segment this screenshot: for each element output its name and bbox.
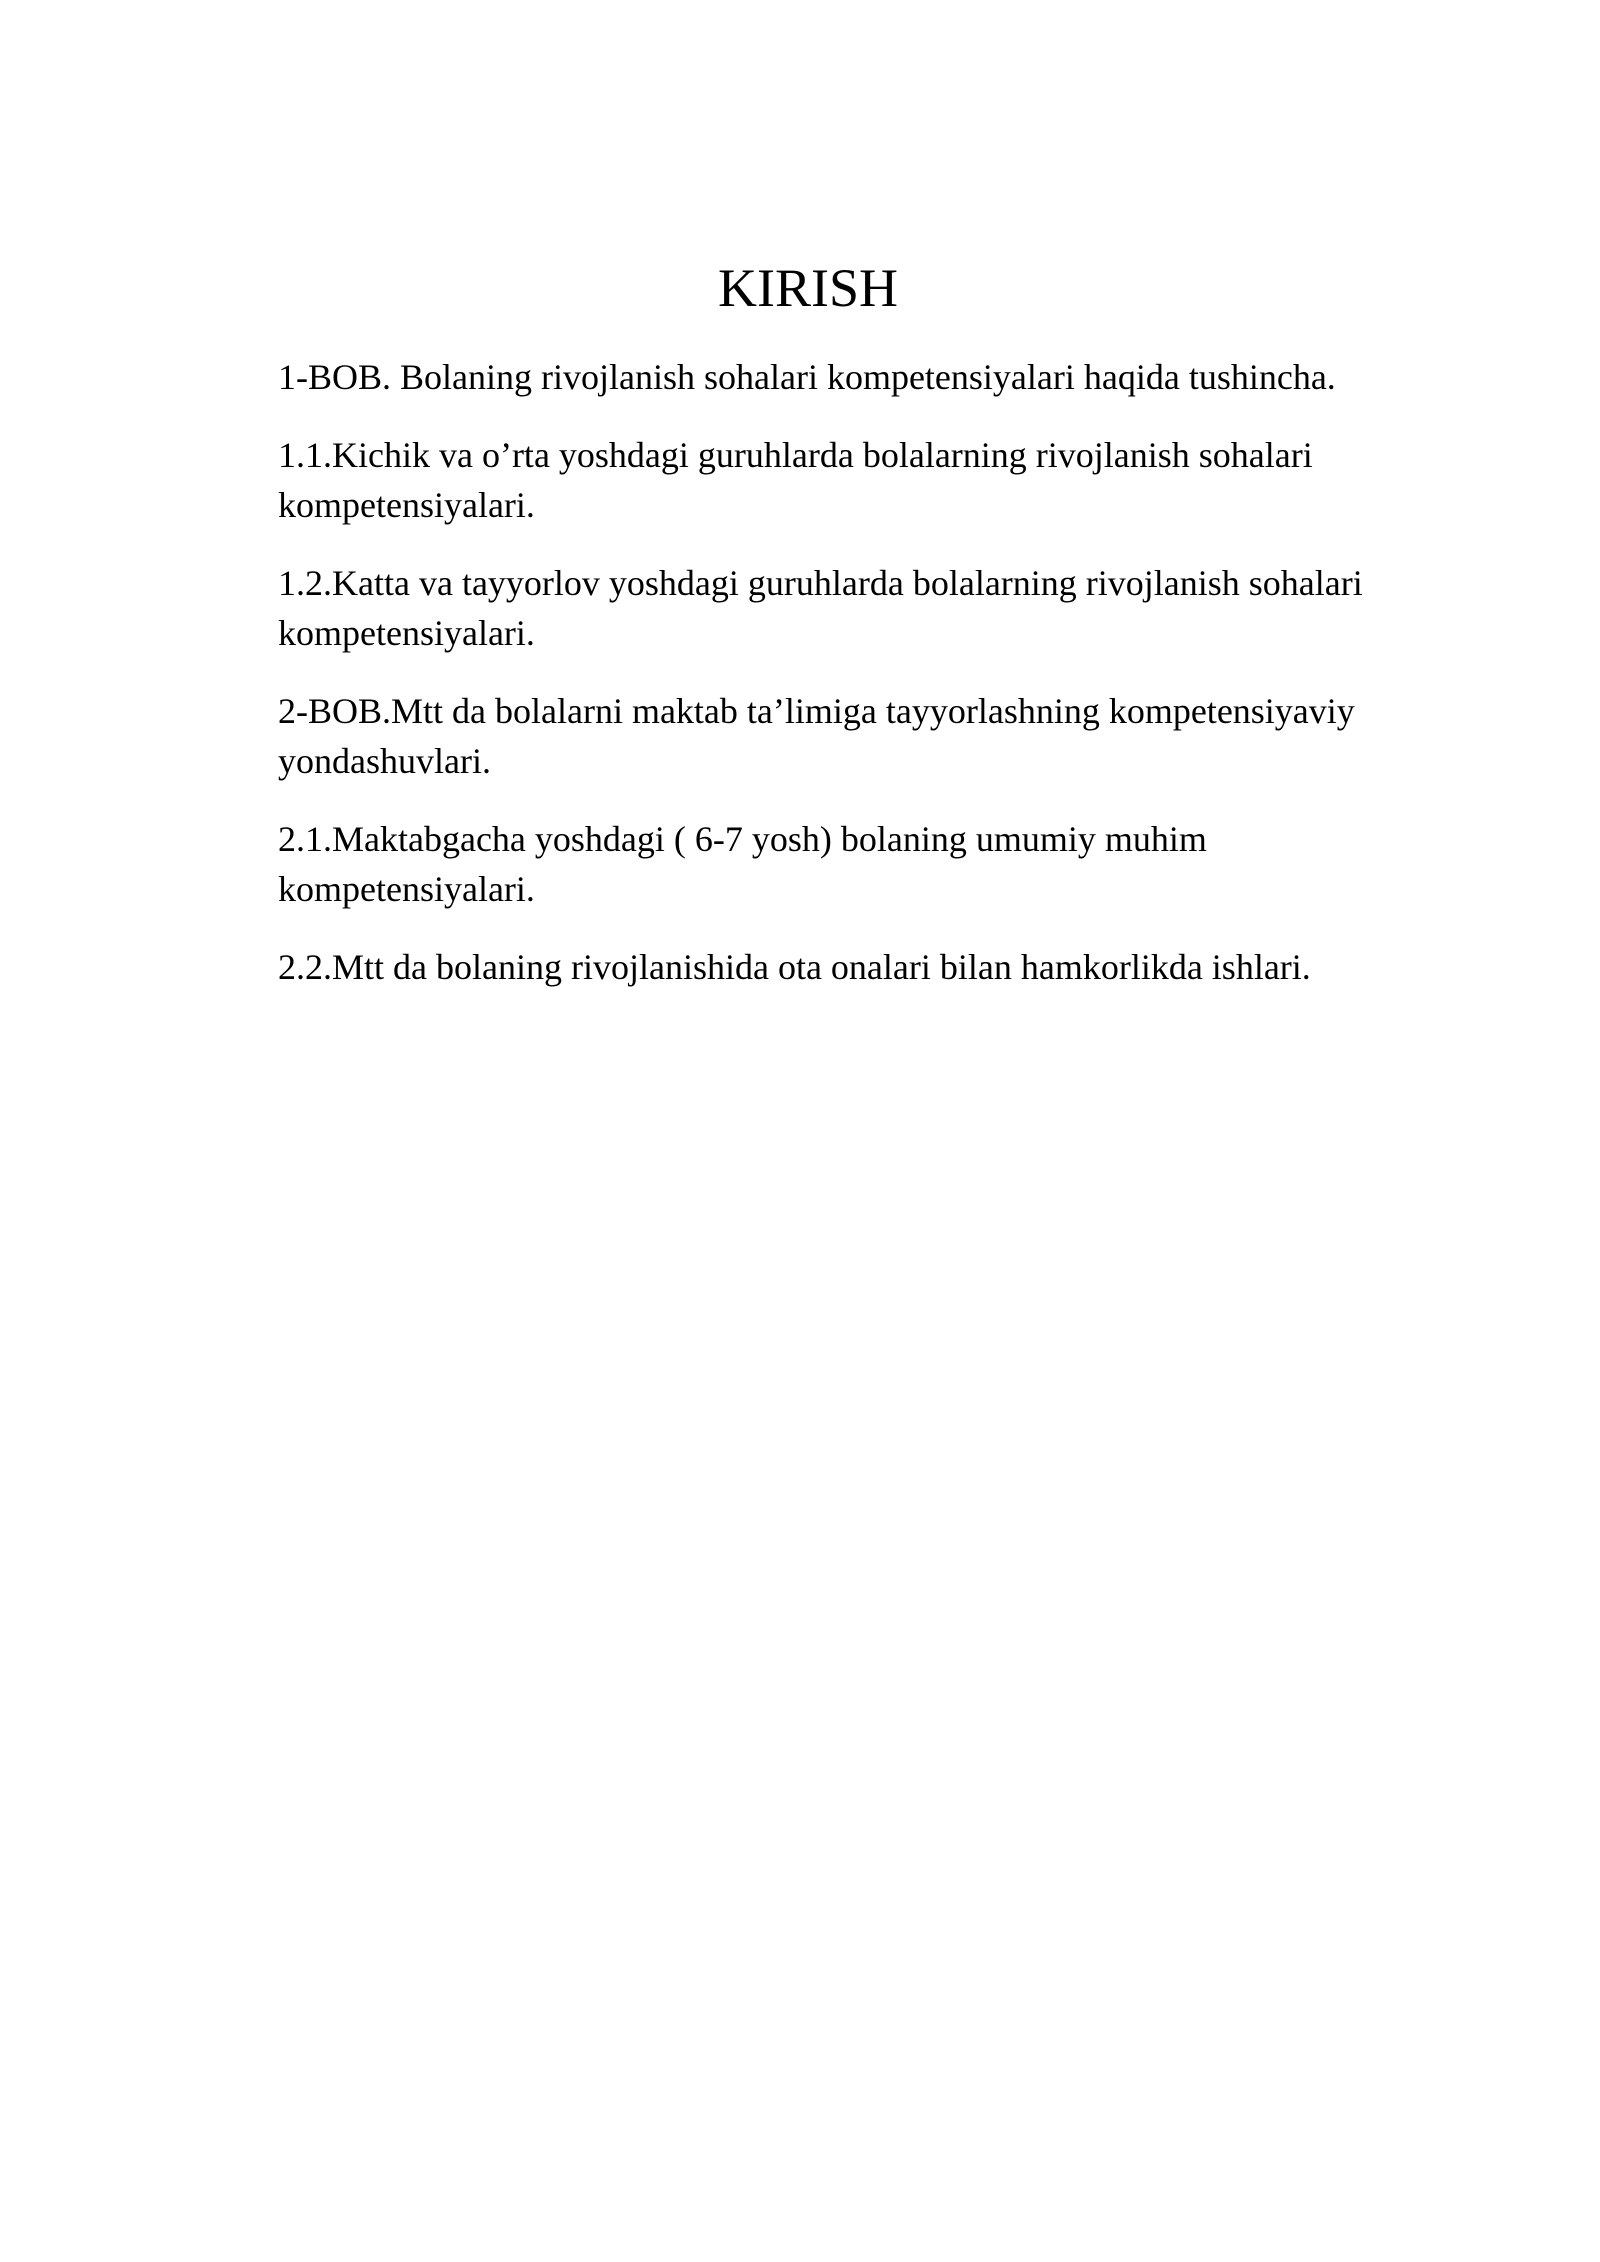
toc-item-section-1-2: 1.2.Katta va tayyorlov yoshdagi guruhlarda bolalarning rivojlanish sohalari kompetensiyalari. <box>278 563 1363 653</box>
toc-item-section-1-1: 1.1.Kichik va o’rta yoshdagi guruhlarda bolalarning rivojlanish sohalari kompetensiyalari. <box>278 435 1313 525</box>
toc-item-chapter-2: 2-BOB.Mtt da bolalarni maktab ta’limiga tayyorlashning kompetensiyaviy yondashuvlari. <box>278 691 1355 781</box>
toc-item-section-2-1: 2.1.Maktabgacha yoshdagi ( 6-7 yosh) bolaning umumiy muhim kompetensiyalari. <box>278 819 1207 909</box>
table-of-contents <box>278 352 1438 1020</box>
page-title: KIRISH <box>717 258 898 318</box>
toc-item-chapter-1: 1-BOB. Bolaning rivojlanish sohalari kompetensiyalari haqida tushincha. <box>278 357 1336 397</box>
toc-item-section-2-2: 2.2.Mtt da bolaning rivojlanishida ota onalari bilan hamkorlikda ishlari. <box>278 947 1311 987</box>
